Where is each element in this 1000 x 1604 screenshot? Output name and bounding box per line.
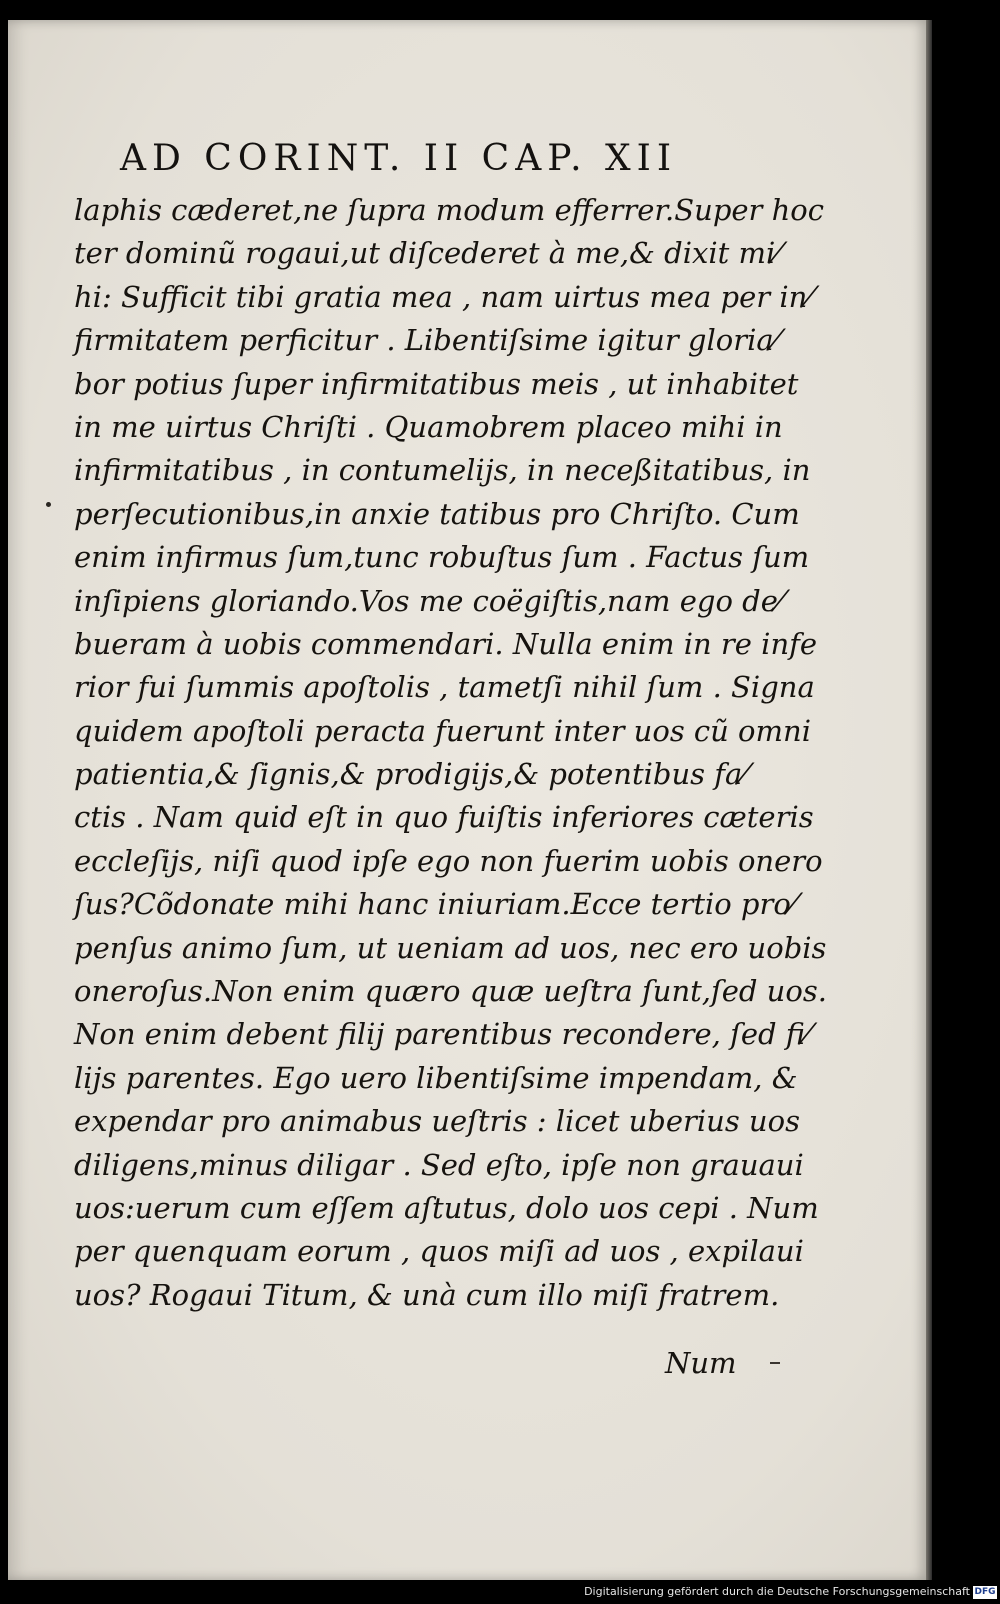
margin-mark <box>46 502 51 507</box>
text-line: per quenquam eorum , quos miſi ad uos , expilaui <box>74 1234 804 1269</box>
text-line: firmitatem perficitur . Libentiſsime igitur gloria⁄ <box>74 323 779 358</box>
text-line: rior fui ſummis apoſtolis , tametſi nihil ſum . Signa <box>74 670 815 705</box>
text-line: infirmitatibus , in contumelijs, in neceßitatibus, in <box>74 453 811 488</box>
funding-credit: Digitalisierung gefördert durch die Deutsche Forschungsgemeinschaft <box>584 1585 970 1598</box>
page-edge <box>926 20 932 1580</box>
text-line: ter dominũ rogaui,ut diſcederet à me,& dixit mi⁄ <box>74 236 781 271</box>
text-line: inſipiens gloriando.Vos me coëgiſtis,nam ego de⁄ <box>74 583 783 618</box>
text-line: diligens,minus diligar . Sed eſto, ipſe non grauaui <box>74 1147 804 1182</box>
text-line: quidem apoſtoli peracta fuerunt inter uos cũ omni <box>74 713 811 748</box>
text-line: oneroſus.Non enim quæro quæ ueſtra ſunt,ſed uos. <box>74 974 827 1009</box>
text-line: bor potius ſuper infirmitatibus meis , ut inhabitet <box>74 366 799 401</box>
text-line: perſecutionibus,in anxie tatibus pro Chriſto. Cum <box>74 496 800 531</box>
text-line: enim infirmus ſum,tunc robuſtus ſum . Factus ſum <box>74 540 810 575</box>
running-head: AD CORINT. II CAP. XII <box>120 138 678 179</box>
dfg-logo: DFG <box>974 1587 996 1597</box>
text-line: eccleſijs, niſi quod ipſe ego non fuerim uobis onero <box>74 843 823 878</box>
text-line: ſus?Cõdonate mihi hanc iniuriam.Ecce tertio pro⁄ <box>74 887 796 922</box>
text-line: expendar pro animabus ueſtris : licet uberius uos <box>74 1104 800 1139</box>
text-line: Non enim debent filij parentibus recondere, ſed fi⁄ <box>74 1017 810 1052</box>
text-line: patientia,& ſignis,& prodigijs,& potentibus fa⁄ <box>74 757 748 792</box>
text-line: in me uirtus Chriſti . Quamobrem placeo mihi in <box>74 409 783 444</box>
catchword: Num <box>665 1346 737 1380</box>
body-text <box>74 189 827 1317</box>
text-line: hi: Sufficit tibi gratia mea , nam uirtus mea per in⁄ <box>74 279 813 314</box>
text-line: lijs parentes. Ego uero libentiſsime impendam, & <box>74 1060 798 1095</box>
text-line: uos:uerum cum eſſem aſtutus, dolo uos cepi . Num <box>74 1190 819 1225</box>
text-line: penſus animo ſum, ut ueniam ad uos, nec ero uobis <box>74 930 827 965</box>
text-line: uos? Rogaui Titum, & unà cum illo miſi fratrem. <box>74 1277 780 1312</box>
text-line: ctis . Nam quid eſt in quo fuiſtis inferiores cæteris <box>74 800 814 835</box>
margin-mark <box>770 1362 780 1364</box>
text-line: bueram à uobis commendari. Nulla enim in re infe <box>74 626 818 661</box>
text-line: laphis cæderet,ne ſupra modum efferrer.Super hoc <box>74 193 825 227</box>
